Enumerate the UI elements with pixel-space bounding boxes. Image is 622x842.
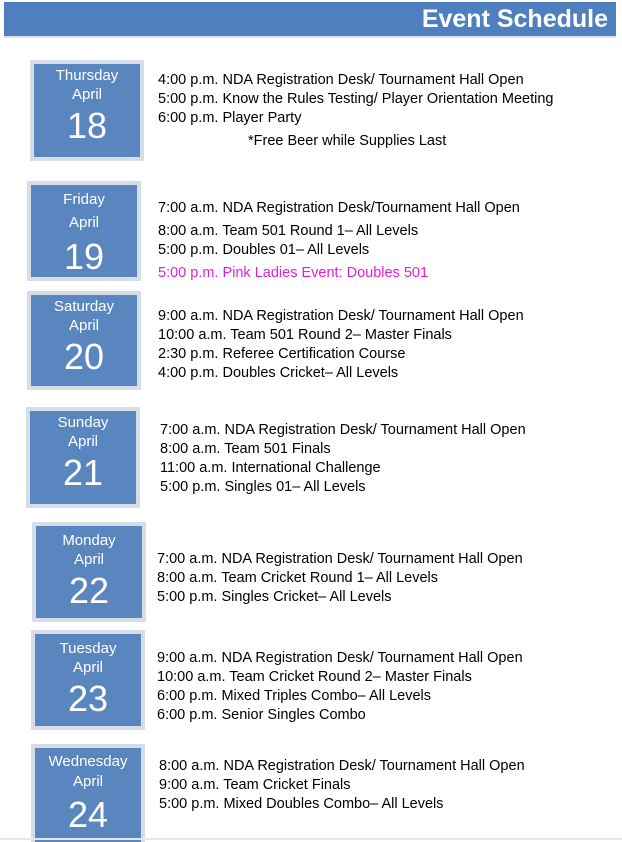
date-box-wednesday (31, 744, 145, 842)
event-list-monday (157, 550, 523, 607)
event-item: 6:00 p.m. Mixed Triples Combo– All Levels (157, 688, 432, 704)
day-of-week: Monday (62, 532, 116, 549)
event-item: 8:00 a.m. Team 501 Round 1– All Levels (158, 223, 419, 239)
month: April (73, 551, 104, 568)
event-list-wednesday (159, 757, 525, 814)
event-item: 8:00 a.m. NDA Registration Desk/ Tournament Hall Open (159, 758, 525, 774)
event-item: 7:00 a.m. NDA Registration Desk/ Tournament Hall Open (160, 422, 526, 438)
event-item: 10:00 a.m. Team 501 Round 2– Master Finals (158, 327, 452, 343)
day-number: 22 (68, 570, 110, 611)
day-number: 21 (62, 452, 104, 493)
event-item: 5:00 p.m. Singles 01– All Levels (160, 479, 366, 495)
event-item: 10:00 a.m. Team Cricket Round 2– Master Finals (157, 669, 472, 685)
date-box-friday (27, 181, 141, 281)
month: April (71, 86, 102, 103)
event-list-thursday (158, 71, 553, 151)
event-list-friday (158, 199, 520, 283)
event-item-highlight: 5:00 p.m. Pink Ladies Event: Doubles 501 (158, 265, 429, 281)
day-of-week: Tuesday (59, 640, 117, 657)
day-of-week: Wednesday (48, 753, 128, 770)
event-item: 5:00 p.m. Mixed Doubles Combo– All Levels (159, 796, 444, 812)
event-item: 6:00 p.m. Player Party (158, 110, 302, 126)
month: April (72, 773, 103, 790)
day-number: 20 (63, 336, 105, 377)
day-of-week: Friday (63, 191, 105, 208)
event-list-saturday (158, 307, 524, 383)
event-list-sunday (160, 421, 526, 497)
day-of-week: Saturday (53, 298, 115, 315)
date-box-monday (32, 522, 146, 622)
event-item: 6:00 p.m. Senior Singles Combo (157, 707, 366, 723)
event-item: 8:00 a.m. Team Cricket Round 1– All Levels (157, 570, 439, 586)
bottom-divider (0, 838, 622, 840)
date-box-tuesday (31, 630, 145, 730)
event-item: 9:00 a.m. NDA Registration Desk/ Tournament Hall Open (157, 650, 523, 666)
day-number: 24 (67, 794, 109, 835)
day-number: 19 (63, 236, 105, 277)
event-item: 9:00 a.m. NDA Registration Desk/ Tournament Hall Open (158, 308, 524, 324)
date-box-saturday (27, 291, 141, 390)
event-item: 9:00 a.m. Team Cricket Finals (159, 777, 351, 793)
event-item: 5:00 p.m. Singles Cricket– All Levels (157, 589, 392, 605)
event-item: 7:00 a.m. NDA Registration Desk/ Tournament Hall Open (157, 551, 523, 567)
event-note: *Free Beer while Supplies Last (248, 133, 447, 149)
month: April (68, 214, 99, 231)
event-item: 5:00 p.m. Doubles 01– All Levels (158, 242, 370, 258)
event-item: 11:00 a.m. International Challenge (160, 460, 381, 476)
page-header (4, 2, 616, 38)
date-box-thursday (30, 60, 144, 161)
event-item: 8:00 a.m. Team 501 Finals (160, 441, 331, 457)
event-item: 7:00 a.m. NDA Registration Desk/Tournament Hall Open (158, 200, 520, 216)
month: April (67, 433, 98, 450)
month: April (68, 317, 99, 334)
event-list-tuesday (157, 649, 523, 725)
day-number: 23 (67, 678, 109, 719)
page-title: Event Schedule (421, 5, 608, 33)
date-box-sunday (26, 407, 140, 508)
event-item: 4:00 p.m. NDA Registration Desk/ Tournament Hall Open (158, 72, 524, 88)
month: April (72, 659, 103, 676)
day-of-week: Sunday (57, 414, 109, 431)
event-item: 4:00 p.m. Doubles Cricket– All Levels (158, 365, 399, 381)
day-number: 18 (66, 105, 108, 146)
event-item: 5:00 p.m. Know the Rules Testing/ Player Orientation Meeting (158, 91, 554, 107)
day-of-week: Thursday (55, 67, 119, 84)
event-item: 2:30 p.m. Referee Certification Course (158, 346, 406, 362)
